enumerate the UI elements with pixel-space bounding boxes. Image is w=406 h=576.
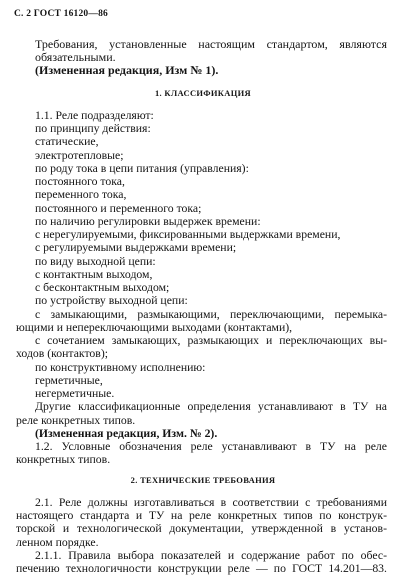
section-1-line: по принципу действия: [35,122,151,135]
section-2-line: ленном порядке. [16,536,99,549]
section-2-line: 2.1. Реле должны изготавливаться в соответствии с требованиями [35,496,387,509]
section-1-line: по роду тока в цепи питания (управления): [35,162,249,175]
section-1-line: электротепловые; [35,149,124,162]
section-1-line: ходов (контактов); [16,347,108,360]
section-1-line: с регулируемыми выдержками времени; [35,241,237,254]
section-1-line: герметичные, [35,374,103,387]
section-1-line: с бесконтактным выходом; [35,281,170,294]
section-2-line: печению технологичности конструкции реле — по ГОСТ 14.201—83. [16,562,387,575]
page-header: С. 2 ГОСТ 16120—86 [14,9,108,19]
section-1-line: с сочетанием замыкающих, размыкающих и переключающих вы- [35,334,387,347]
section-1-line: негерметичные. [35,387,115,400]
section-2-heading: 2. ТЕХНИЧЕСКИЕ ТРЕБОВАНИЯ [130,475,276,485]
section-1-line: переменного тока, [35,188,127,201]
section-1-line: по конструктивному исполнению: [35,361,206,374]
section-1-line: по устройству выходной цепи: [35,294,188,307]
section-1-line: постоянного и переменного тока; [35,202,202,215]
section-2-line: торской и технологической документации, утвержденной в установ- [16,522,387,535]
section-2-line: настоящего стандарта и ТУ на реле конкретных типов по конструк- [16,509,387,522]
section-1-line: по наличию регулировки выдержек времени: [35,215,261,228]
section-2-line: 2.1.1. Правила выбора показателей и содержание работ по обес- [35,549,387,562]
section-1-line: реле конкретных типов. [16,414,136,427]
section-1-line: по виду выходной цепи: [35,255,156,268]
paragraph-1-2-line-2: конкретных типов. [16,453,111,466]
section-1-line: с контактным выходом, [35,268,153,281]
section-1-line: с нерегулируемыми, фиксированными выдержками времени, [35,228,341,241]
section-1-line: 1.1. Реле подразделяют: [35,109,154,122]
section-1-heading: 1. КЛАССИФИКАЦИЯ [155,88,251,98]
intro-revision-note: (Измененная редакция, Изм № 1). [35,63,219,77]
section-1-line: ющими и непереключающими выходами (контактами), [16,321,293,334]
intro-line-1: Требования, установленные настоящим стандартом, являются [35,37,387,51]
intro-line-2: обязательными. [35,50,116,64]
section-1-line: постоянного тока, [35,175,125,188]
section-1-line: с замыкающими, размыкающими, переключающими, перемыка- [35,308,387,321]
paragraph-1-2-line-1: 1.2. Условные обозначения реле устанавливают в ТУ на реле [35,440,387,453]
section-1-line: Другие классификационные определения устанавливают в ТУ на [35,400,387,413]
section-1-line: статические, [35,135,99,148]
section-1-revision-note: (Измененная редакция, Изм. № 2). [35,427,218,440]
